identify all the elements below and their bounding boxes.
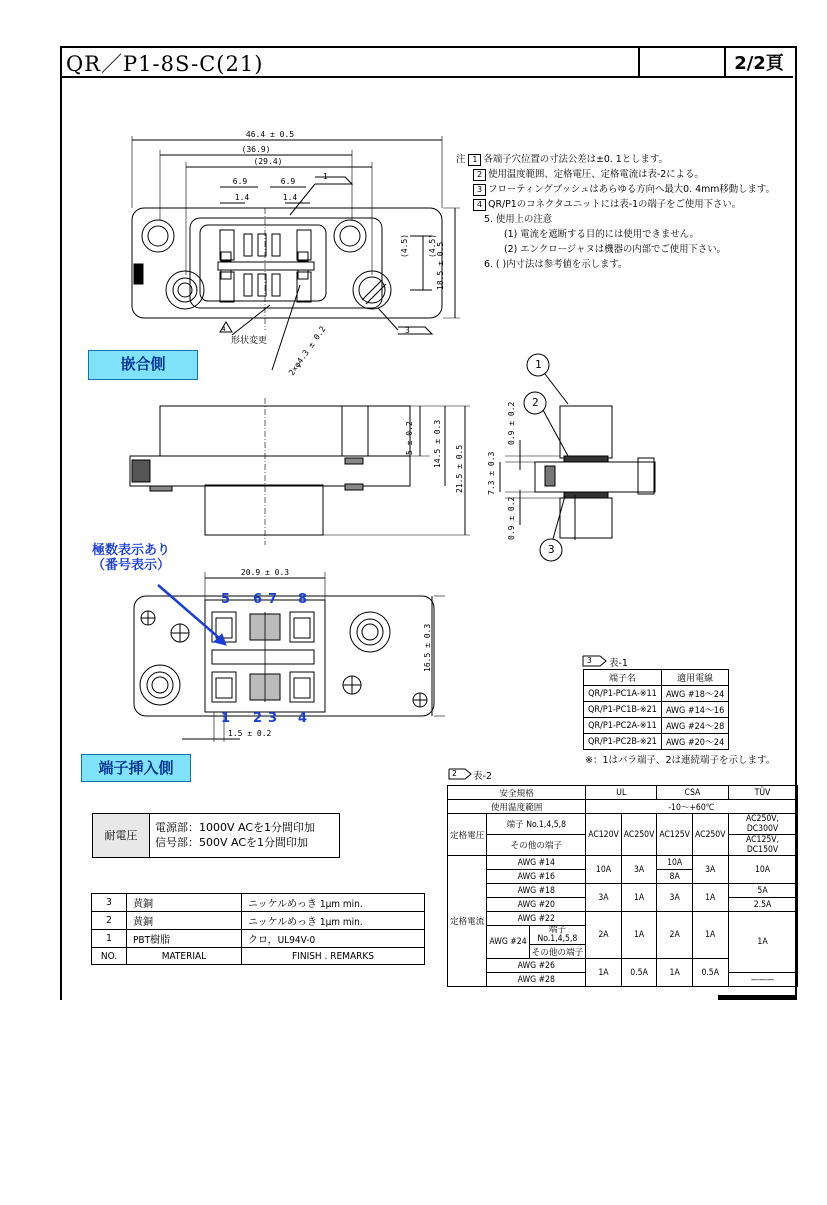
table-cell: 3 (92, 894, 127, 912)
dim-pin-offset: 1.5 ± 0.2 (228, 729, 272, 738)
table-cell: 1A (657, 959, 693, 987)
table-cell: AWG #28 (487, 973, 586, 987)
insert-side-view (134, 572, 445, 742)
table-cell: AWG #18 (487, 884, 586, 898)
table-cell: AWG #24～28 (661, 718, 728, 734)
dim-row-offset: (4.5) (400, 233, 409, 258)
table-cell: 0.5A (621, 959, 657, 987)
dim-row-offset: (4.5) (428, 233, 437, 258)
note-mark: 4 (473, 199, 486, 211)
table-cell: AWG #20 (487, 898, 586, 912)
table-cell: 1A (728, 912, 797, 973)
dim-overall-width: 46.4 ± 0.5 (245, 130, 295, 139)
table-cell: AC250V (692, 814, 728, 856)
table-cell: ——— (728, 973, 797, 987)
note-mark-1: 1 (323, 172, 328, 181)
table-cell: 1A (621, 912, 657, 959)
side-view (130, 398, 470, 545)
table-cell: QR/P1-PC1A-※11 (584, 686, 662, 702)
callout-1: 1 (535, 358, 542, 371)
dim-detail: 0.9 ± 0.2 (507, 496, 516, 540)
dim-height: 18.5 ± 0.5 (436, 241, 445, 290)
note-line: (1) 電流を遮断する目的には使用できません。 (504, 229, 699, 240)
table-cell: クロ，UL94V-0 (242, 930, 425, 948)
table-cell: AWG #20～24 (661, 734, 728, 750)
note-mark: 3 (473, 184, 486, 196)
insert-side-label: 端子挿入側 (81, 754, 191, 782)
table-cell: AWG #24 (487, 926, 529, 959)
note-line: (2) エンクロージャヌは機器の内部でご使用下さい。 (504, 244, 726, 255)
pin-number: 1 (221, 711, 231, 726)
table-cell: 2.5A (728, 898, 797, 912)
table-header: NO. (92, 948, 127, 965)
note-line: フローティングブッシュはあらゆる方向へ最大0. 4mm移動します。 (488, 184, 775, 195)
table-cell: 1A (692, 884, 728, 912)
table-header: TÜV (728, 786, 797, 800)
table-header: 適用電線 (661, 670, 728, 686)
withstand-line: 電源部：1000V ACを1分間印加 (155, 821, 316, 834)
table-cell: 定格電流 (448, 856, 487, 987)
pin-number: 3 (268, 711, 278, 726)
table2-mark: 2 (452, 769, 457, 778)
table-header: 安全規格 (448, 786, 586, 800)
callout-2: 2 (532, 396, 539, 409)
note-line: 6. ( )内寸法は参考値を示します。 (484, 259, 628, 270)
table-header: UL (586, 786, 657, 800)
table-cell: 1 (92, 930, 127, 948)
note-line: 各端子穴位置の寸法公差は±0. 1とします。 (483, 154, 668, 165)
table1-caption: 表-1 (609, 658, 628, 669)
pin-number: 4 (298, 711, 308, 726)
table-header: MATERIAL (127, 948, 242, 965)
dim-side: 5 ± 0.2 (405, 421, 414, 455)
table-cell: 黄銅 (127, 912, 242, 930)
materials-table (91, 893, 425, 965)
table-cell: 3A (621, 856, 657, 884)
table-cell: PBT樹脂 (127, 930, 242, 948)
dim-side: 21.5 ± 0.5 (455, 444, 464, 493)
table-cell: 10A (657, 856, 693, 870)
table-cell: AWG #14 (487, 856, 586, 870)
table-cell: 5A (728, 884, 797, 898)
table-cell: AC250V, DC300V (728, 814, 797, 835)
table-cell: 使用温度範囲 (448, 800, 586, 814)
table-cell: 8A (657, 870, 693, 884)
dim-hole-dia: 2×φ4.3 ± 0.2 (287, 324, 328, 378)
dim-side: 14.5 ± 0.3 (433, 419, 442, 468)
table-cell: 3A (692, 856, 728, 884)
shape-change-label: 形状変更 (231, 336, 268, 346)
note-mark: 2 (473, 169, 486, 181)
mating-side-label: 嵌合側 (88, 350, 198, 380)
table-cell: AWG #14～16 (661, 702, 728, 718)
withstand-label: 耐電圧 (93, 814, 150, 857)
dim-detail: 0.9 ± 0.2 (507, 401, 516, 445)
table-cell: AWG #16 (487, 870, 586, 884)
note-line: 5. 使用上の注意 (484, 214, 553, 225)
table-cell: AC125V (657, 814, 693, 856)
table-cell: 3A (586, 884, 622, 912)
table-cell: 10A (728, 856, 797, 884)
table-cell: ニッケルめっき 1μm min. (242, 894, 425, 912)
table-cell: 1A (621, 884, 657, 912)
dim-pin-pitch: 6.9 (232, 177, 248, 186)
table-header: CSA (657, 786, 728, 800)
dim-pin-offset: 1.4 (234, 193, 250, 202)
note-line: QR/P1のコネクタユニットには表-1の端子をご使用下さい。 (488, 199, 742, 210)
table-cell: 端子 No.1,4,5,8 (487, 814, 586, 835)
table-cell: AC125V, DC150V (728, 835, 797, 856)
detail-view (500, 354, 655, 561)
notes-prefix: 注 (456, 154, 466, 165)
table-cell: 黄銅 (127, 894, 242, 912)
page-number: 2/2頁 (734, 53, 784, 74)
drawing-title: QR／P1-8S-C(21) (66, 52, 264, 76)
table-cell: 2 (92, 912, 127, 930)
dim-pin-pitch: 6.9 (280, 177, 296, 186)
dim-hole-pitch: (36.9) (241, 145, 271, 154)
table-cell: 定格電圧 (448, 814, 487, 856)
dim-insert-height: 16.5 ± 0.3 (423, 623, 432, 672)
callout-3: 3 (548, 543, 555, 556)
table-cell: AWG #22 (487, 912, 586, 926)
terminal-table (583, 669, 729, 750)
table-cell: 端子 (548, 925, 567, 935)
table-cell: AC250V (621, 814, 657, 856)
table-cell: 3A (657, 884, 693, 912)
rating-table (447, 785, 798, 987)
dim-insert-width: 20.9 ± 0.3 (240, 568, 290, 577)
table-cell: No.1,4,5,8 (537, 934, 578, 944)
shape-change-mark: 4 (222, 326, 226, 333)
table-cell: QR/P1-PC2B-※21 (584, 734, 662, 750)
notes-block (456, 152, 775, 272)
note-mark-3: 3 (405, 326, 410, 335)
table1-mark: 3 (587, 656, 592, 665)
table-cell: 0.5A (692, 959, 728, 987)
pin-number: 6 (253, 592, 263, 607)
mating-side-view (132, 136, 460, 370)
pin-number: 8 (298, 592, 308, 607)
table-cell: ニッケルめっき 1μm min. (242, 912, 425, 930)
note-line: 使用温度範囲、定格電圧、定格電流は表-2による。 (488, 169, 704, 180)
table-cell: AWG #26 (487, 959, 586, 973)
table-cell: 1A (586, 959, 622, 987)
polarity-annotation: 極数表示あり （番号表示） (92, 543, 171, 573)
table-cell: その他の端子 (487, 835, 586, 856)
withstand-voltage-box (92, 813, 340, 858)
table-cell: 2A (657, 912, 693, 959)
dim-inner-pitch: (29.4) (253, 157, 283, 166)
withstand-line: 信号部：500V ACを1分間印加 (155, 836, 309, 849)
table-cell: QR/P1-PC1B-※21 (584, 702, 662, 718)
table-cell: 2A (586, 912, 622, 959)
pin-number: 7 (268, 592, 278, 607)
dim-detail: 7.3 ± 0.3 (487, 451, 496, 495)
pin-number: 5 (221, 592, 231, 607)
table1-footnote: ※：1はバラ端子、2は連続端子を示します。 (585, 755, 776, 766)
table-header: FINISH . REMARKS (242, 948, 425, 965)
table2-caption: 表-2 (473, 771, 492, 782)
note-mark: 1 (468, 154, 481, 166)
table-cell: AWG #18～24 (661, 686, 728, 702)
dim-pin-offset: 1.4 (282, 193, 298, 202)
pin-number: 2 (253, 711, 263, 726)
table-cell: QR/P1-PC2A-※11 (584, 718, 662, 734)
table-cell: その他の端子 (529, 945, 586, 959)
table-cell: -10～+60℃ (586, 800, 797, 814)
table-header: 端子名 (584, 670, 662, 686)
table-cell: 1A (692, 912, 728, 959)
table-cell: 10A (586, 856, 622, 884)
table-cell: AC120V (586, 814, 622, 856)
